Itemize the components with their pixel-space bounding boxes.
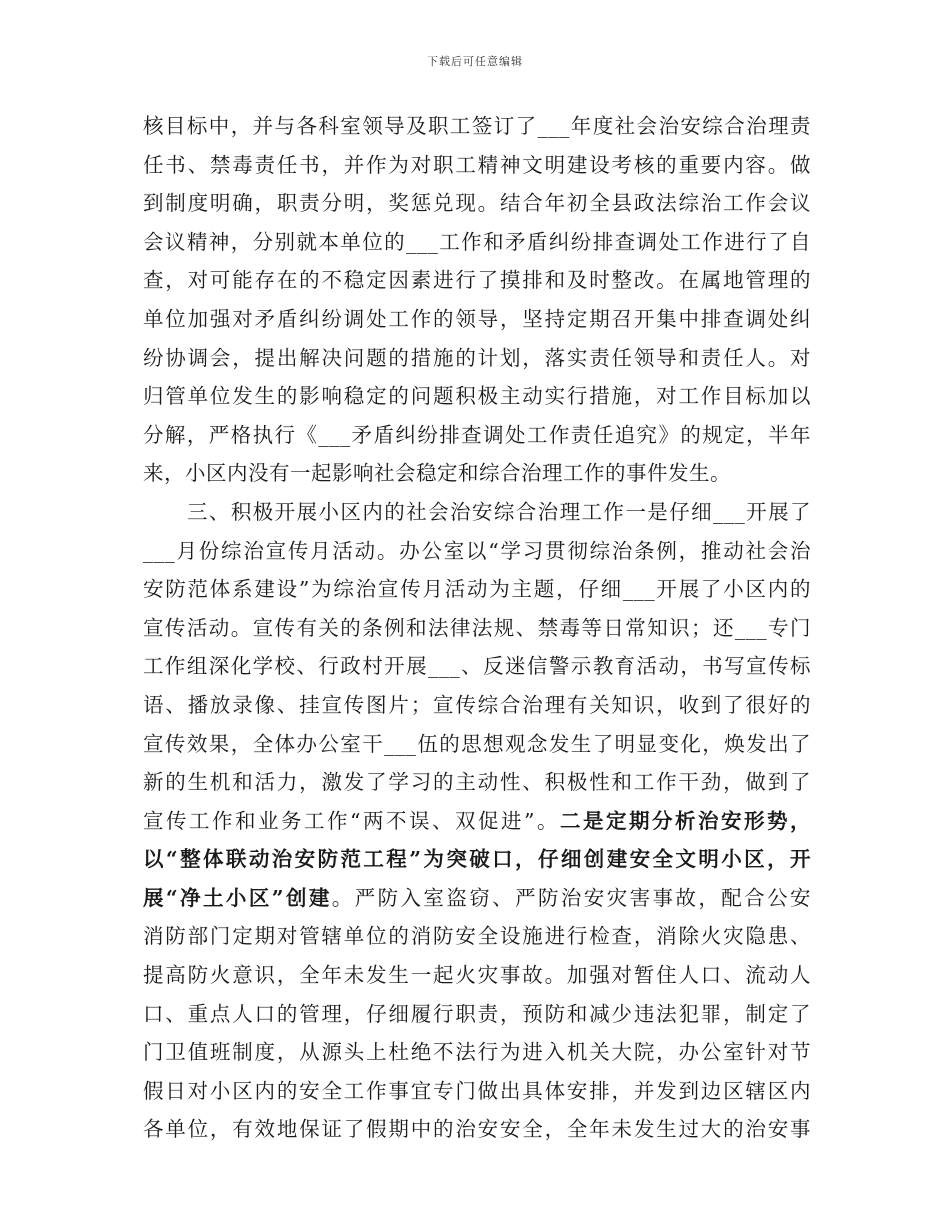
text-segment: 工作组深化学校、行政村开展___、反迷信警示教育活动，书写宣传标 (143, 654, 811, 679)
text-line (143, 184, 811, 223)
text-line (143, 1072, 811, 1111)
text-line (143, 454, 811, 493)
text-segment: ___月份综治宣传月活动。办公室以“学习贯彻综治条例，推动社会治 (143, 538, 811, 563)
text-line (143, 609, 811, 648)
text-segment: 宣传活动。宣传有关的条例和法律法规、禁毒等日常知识；还___专门 (143, 615, 811, 640)
text-segment: 新的生机和活力，激发了学习的主动性、积极性和工作干劲，做到了 (143, 770, 811, 795)
document-body (143, 107, 811, 1149)
text-line (143, 532, 811, 571)
text-segment: 宣传工作和业务工作“两不误、双促进”。 (143, 808, 560, 833)
text-line (143, 1033, 811, 1072)
text-line (143, 725, 811, 764)
text-segment: 会议精神，分别就本单位的___工作和矛盾纠纷排查调处工作进行了自 (143, 229, 811, 254)
text-line (143, 107, 811, 146)
text-line (143, 223, 811, 262)
text-line (143, 300, 811, 339)
text-line (143, 995, 811, 1034)
text-line (143, 917, 811, 956)
bold-text-segment: 二是定期分析治安形势， (559, 808, 811, 833)
text-segment: 查，对可能存在的不稳定因素进行了摸排和及时整改。在属地管理的 (143, 268, 811, 293)
text-segment: 语、播放录像、挂宣传图片；宣传综合治理有关知识，收到了很好的 (143, 692, 811, 717)
text-line (143, 416, 811, 455)
text-line (143, 1110, 811, 1149)
text-line (143, 146, 811, 185)
text-line (143, 763, 811, 802)
text-segment: 假日对小区内的安全工作事宜专门做出具体安排，并发到边区辖区内 (143, 1078, 811, 1103)
text-line (143, 261, 811, 300)
text-segment: 归管单位发生的影响稳定的问题积极主动实行措施，对工作目标加以 (143, 384, 811, 409)
page-header: 下载后可任意编辑 (427, 55, 523, 68)
text-segment: 到制度明确，职责分明，奖惩兑现。结合年初全县政法综治工作会议 (143, 191, 811, 216)
text-segment: 单位加强对矛盾纠纷调处工作的领导，坚持定期召开集中排查调处纠 (143, 306, 811, 331)
text-line (143, 377, 811, 416)
text-segment: 核目标中，并与各科室领导及职工签订了___年度社会治安综合治理责 (143, 114, 811, 138)
bold-text-segment: 展“净土小区”创建 (143, 885, 332, 910)
text-segment: 三、积极开展小区内的社会治安综合治理工作一是仔细___开展了 (187, 499, 811, 524)
text-line (143, 647, 811, 686)
text-segment: 各单位，有效地保证了假期中的治安安全，全年未发生过大的治安事 (143, 1117, 811, 1142)
text-segment: 口、重点人口的管理，仔细履行职责，预防和减少违法犯罪，制定了 (143, 1001, 811, 1026)
text-segment: 。严防入室盗窃、严防治安灾害事故，配合公安 (331, 885, 811, 910)
text-line (143, 493, 811, 532)
text-segment: 提高防火意识，全年未发生一起火灾事故。加强对暂住人口、流动人 (143, 963, 811, 988)
text-segment: 任书、禁毒责任书，并作为对职工精神文明建设考核的重要内容。做 (143, 152, 811, 177)
text-line (143, 956, 811, 995)
text-line (143, 339, 811, 378)
bold-text-segment: 以“整体联动治安防范工程”为突破口，仔细创建安全文明小区，开 (143, 847, 811, 872)
text-segment: 宣传效果，全体办公室干___伍的思想观念发生了明显变化，焕发出了 (143, 731, 811, 756)
text-segment: 纷协调会，提出解决问题的措施的计划，落实责任领导和责任人。对 (143, 345, 811, 370)
text-line (143, 879, 811, 918)
text-segment: 门卫值班制度，从源头上杜绝不法行为进入机关大院，办公室针对节 (143, 1040, 811, 1065)
text-line (143, 686, 811, 725)
text-segment: 来，小区内没有一起影响社会稳定和综合治理工作的事件发生。 (143, 461, 731, 486)
text-segment: 安防范体系建设”为综治宣传月活动为主题，仔细___开展了小区内的 (143, 577, 811, 602)
text-line (143, 840, 811, 879)
text-line (143, 570, 811, 609)
text-segment: 分解，严格执行《___矛盾纠纷排查调处工作责任追究》的规定，半年 (143, 422, 811, 447)
text-segment: 消防部门定期对管辖单位的消防安全设施进行检查，消除火灾隐患、 (143, 924, 811, 949)
text-line (143, 802, 811, 841)
